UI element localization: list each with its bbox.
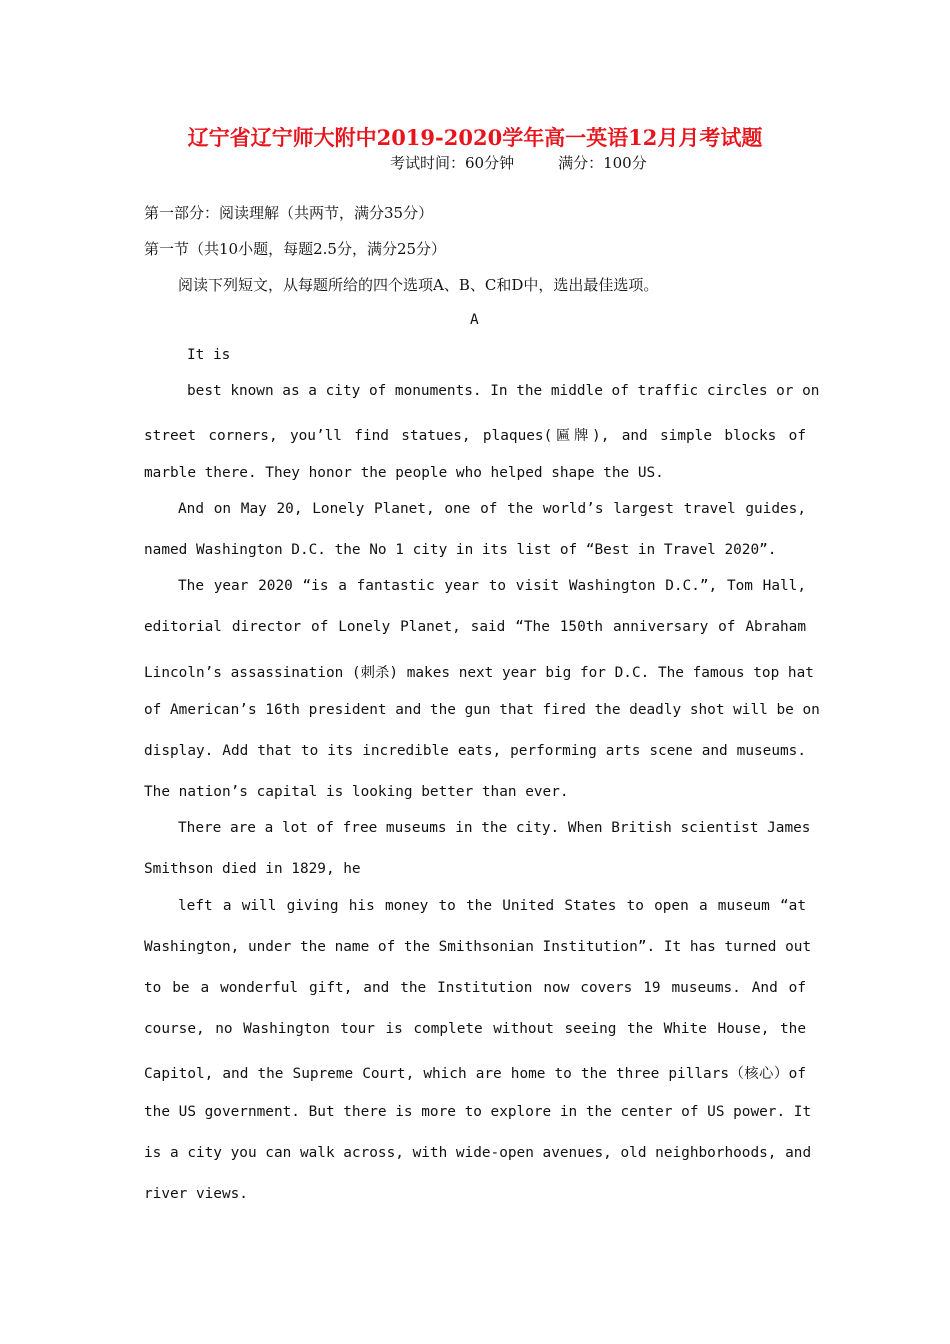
passage-line: It is xyxy=(187,347,231,363)
passage-line: There are a lot of free museums in the city. When British scientist James xyxy=(178,820,811,836)
exam-time: 考试时间：60分钟 xyxy=(390,154,515,172)
passage-line: The year 2020 “is a fantastic year to visit Washington D.C.”, Tom Hall, xyxy=(178,578,806,594)
passage-line: of American’s 16th president and the gun that fired the deadly shot will be on xyxy=(144,702,820,718)
passage-line: is a city you can walk across, with wide-open avenues, old neighborhoods, and xyxy=(144,1145,812,1161)
passage-line: street corners, you’ll find statues, plaques(匾牌), and simple blocks of xyxy=(144,428,806,444)
passage-line: to be a wonderful gift, and the Institution now covers 19 museums. And of xyxy=(144,980,806,996)
passage-line: Washington, under the name of the Smithsonian Institution”. It has turned out xyxy=(144,939,812,955)
directions: 阅读下列短文，从每题所给的四个选项A、B、C和D中，选出最佳选项。 xyxy=(178,276,659,294)
passage-label: A xyxy=(470,312,479,328)
full-score: 满分：100分 xyxy=(558,154,647,172)
passage-line: marble there. They honor the people who helped shape the US. xyxy=(144,465,664,481)
passage-line: The nation’s capital is looking better than ever. xyxy=(144,784,569,800)
passage-line: river views. xyxy=(144,1186,248,1202)
section-heading: 第一节（共10小题，每题2.5分，满分25分） xyxy=(144,240,447,258)
page-title: 辽宁省辽宁师大附中2019-2020学年高一英语12月月考试题 xyxy=(187,125,763,150)
passage-line: Smithson died in 1829, he xyxy=(144,861,361,877)
passage-line: best known as a city of monuments. In the middle of traffic circles or on xyxy=(187,383,820,399)
passage-line: left a will giving his money to the United States to open a museum “at xyxy=(178,898,806,914)
passage-line: display. Add that to its incredible eats, performing arts scene and museums. xyxy=(144,743,806,759)
exam-info xyxy=(390,152,647,173)
passage-line: And on May 20, Lonely Planet, one of the world’s largest travel guides, xyxy=(178,501,806,517)
passage-line: Capitol, and the Supreme Court, which are home to the three pillars（核心）of xyxy=(144,1066,806,1082)
passage-line: named Washington D.C. the No 1 city in its list of “Best in Travel 2020”. xyxy=(144,542,777,558)
part-heading: 第一部分：阅读理解（共两节，满分35分） xyxy=(144,204,434,222)
passage-line: editorial director of Lonely Planet, said “The 150th anniversary of Abraham xyxy=(144,619,806,635)
passage-line: course, no Washington tour is complete without seeing the White House, the xyxy=(144,1021,806,1037)
passage-line: Lincoln’s assassination (刺杀) makes next year big for D.C. The famous top hat xyxy=(144,665,814,681)
passage-line: the US government. But there is more to explore in the center of US power. It xyxy=(144,1104,812,1120)
